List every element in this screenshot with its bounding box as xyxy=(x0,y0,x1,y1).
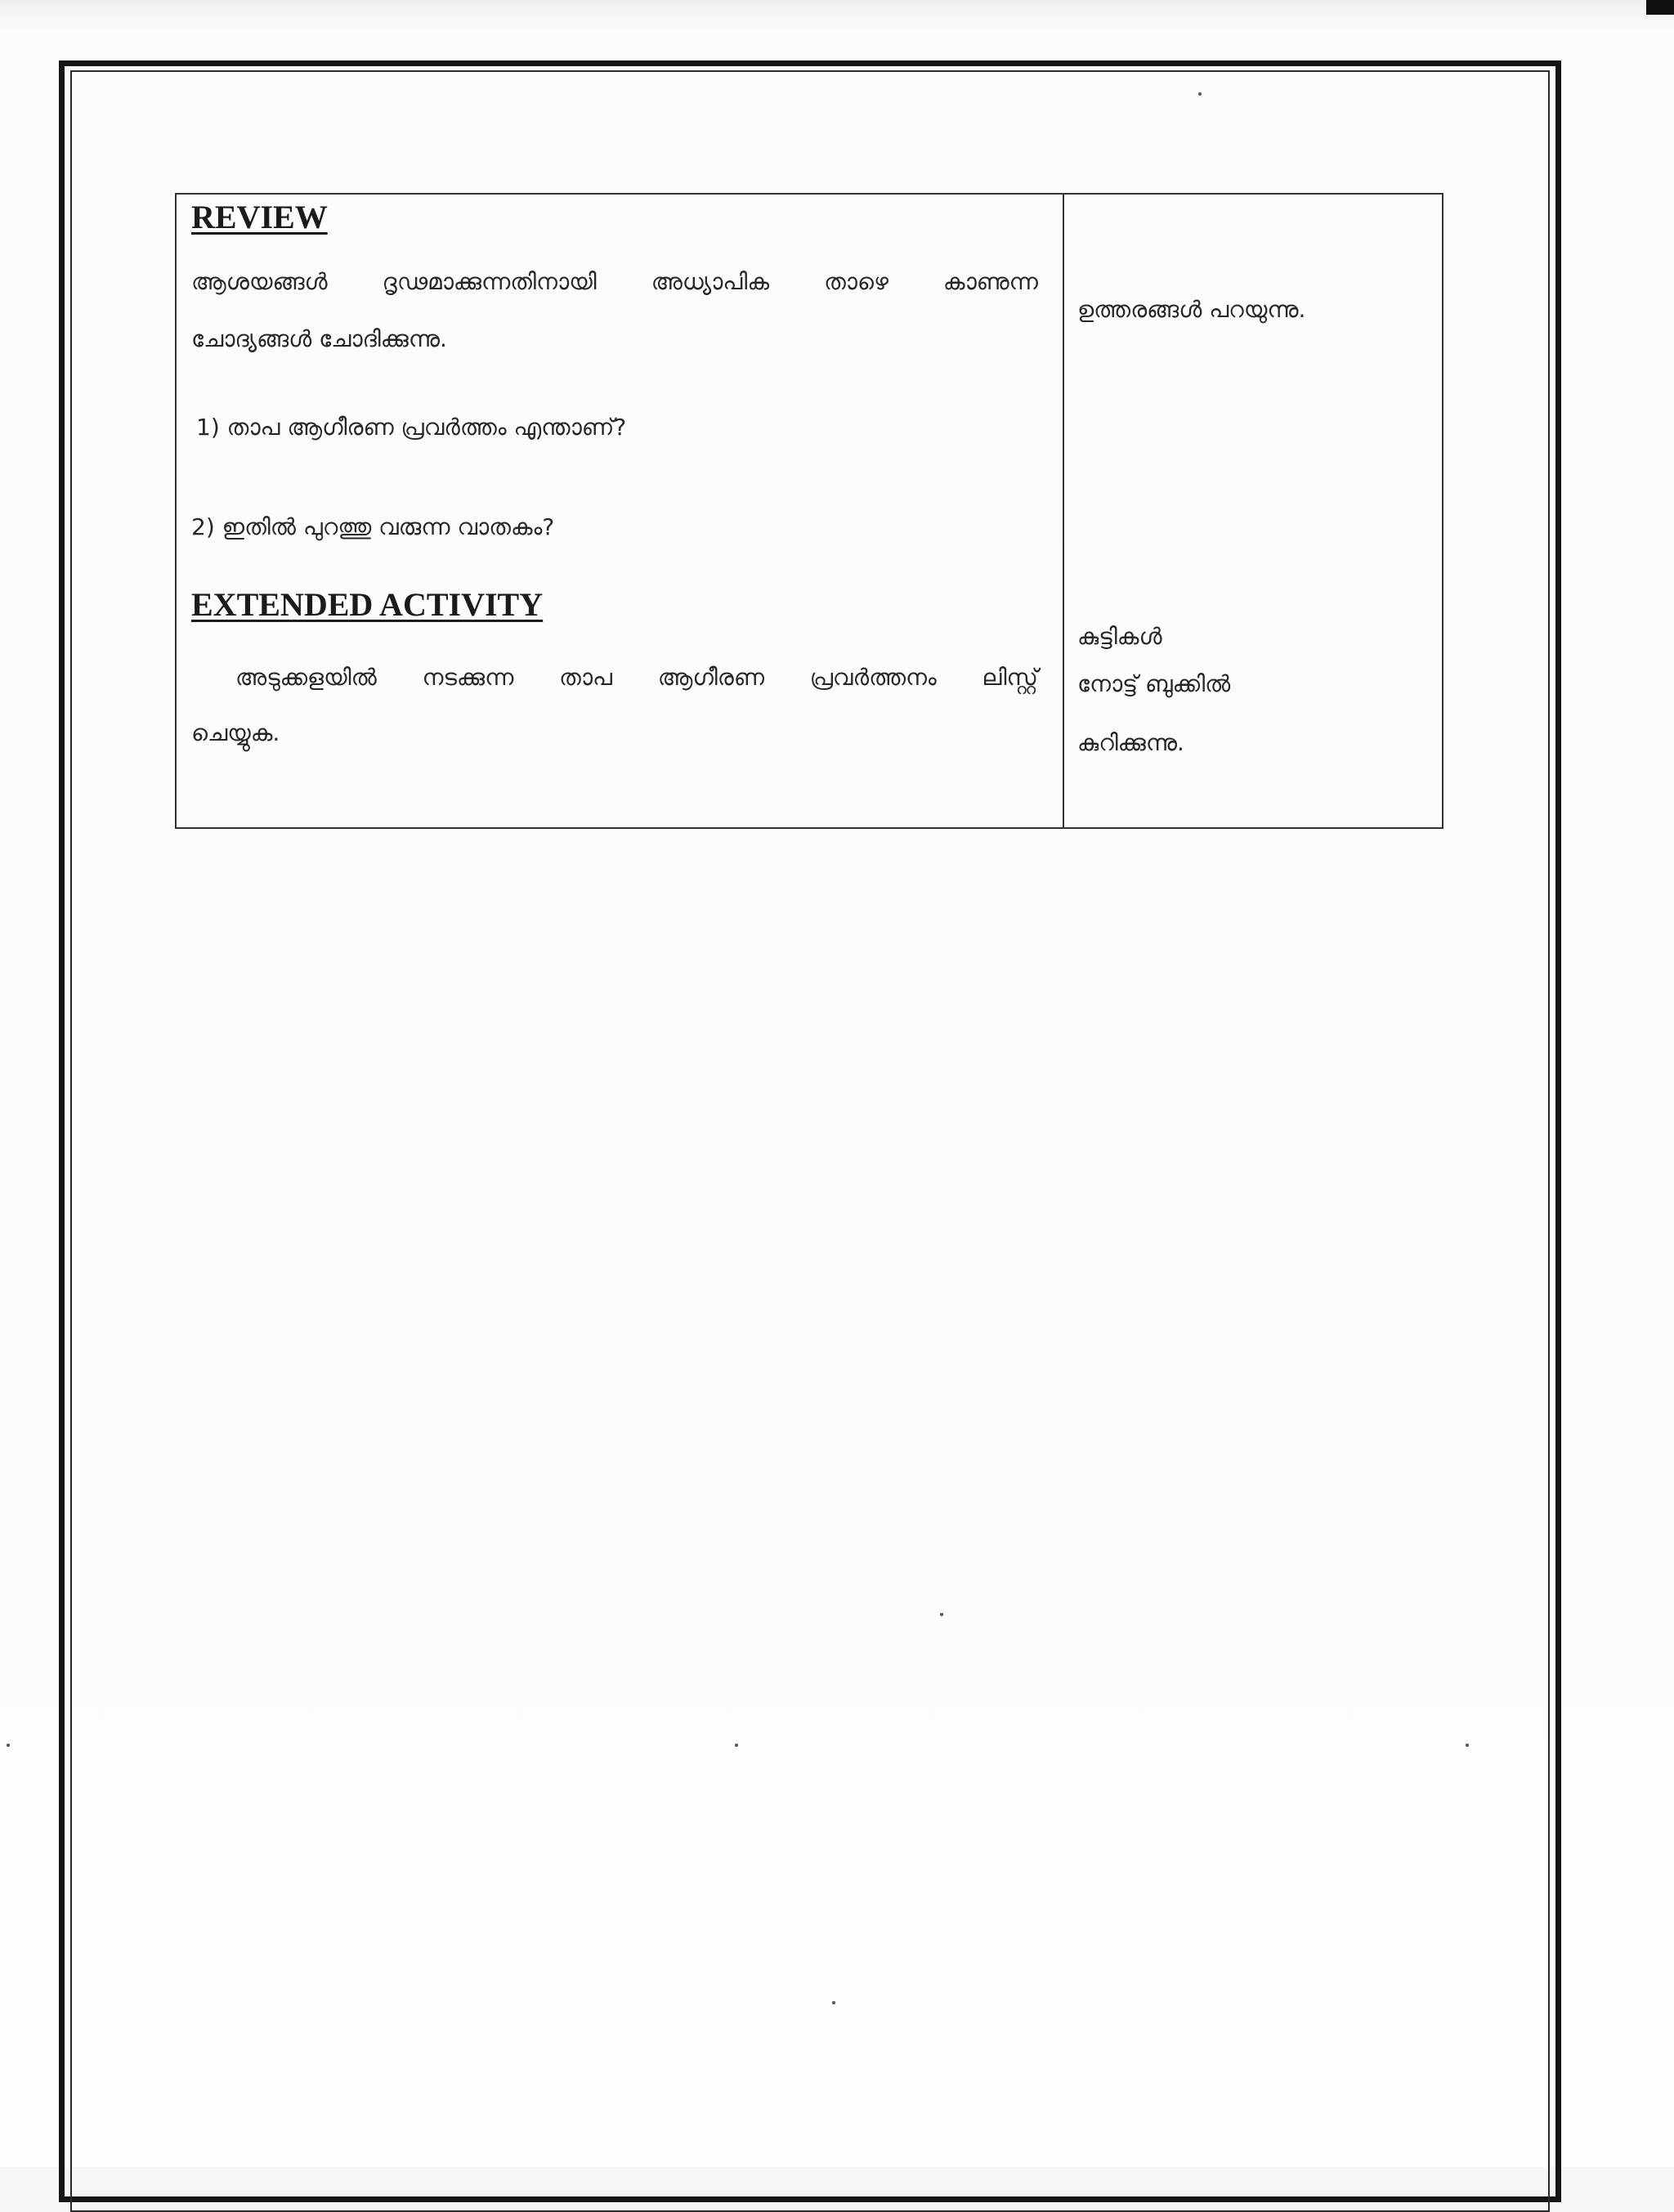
task-word: അടുക്കളയിൽ xyxy=(235,664,377,691)
intro-word: താഴെ xyxy=(824,268,888,295)
intro-word: കാണുന്ന xyxy=(942,268,1038,295)
activity-student-response-line-1: കുട്ടികൾ xyxy=(1077,623,1162,650)
task-word: പ്രവർത്തനം xyxy=(809,664,937,691)
activity-student-response-line-2: നോട്ട് ബുക്കിൽ xyxy=(1077,670,1231,697)
scan-speck xyxy=(832,2001,835,2004)
scan-speck xyxy=(7,1744,10,1747)
scan-speck xyxy=(1466,1744,1469,1747)
scan-speck xyxy=(1198,92,1202,96)
student-response-column xyxy=(1064,195,1442,827)
extended-task-line-2: ചെയ്യുക. xyxy=(191,719,280,746)
review-intro-line-2: ചോദ്യങ്ങൾ ചോദിക്കുന്നു. xyxy=(191,325,447,352)
review-student-response: ഉത്തരങ്ങൾ പറയുന്നു. xyxy=(1077,296,1306,323)
review-heading: REVIEW xyxy=(191,199,328,235)
scan-speck xyxy=(735,1744,738,1747)
lesson-plan-table xyxy=(175,193,1443,829)
intro-word: ആശയങ്ങൾ xyxy=(191,268,328,295)
extended-task-line-1 xyxy=(235,664,1038,692)
extended-activity-heading: EXTENDED ACTIVITY xyxy=(191,586,544,623)
activity-student-response-line-3: കുറിക്കുന്നു. xyxy=(1077,729,1184,756)
intro-word: ദൃഢമാക്കുന്നതിനായി xyxy=(382,268,597,295)
task-word: ലിസ്റ്റ് xyxy=(982,664,1038,691)
task-word: താപ xyxy=(559,664,612,691)
review-intro-line-1 xyxy=(191,268,1038,296)
scan-corner-mark xyxy=(1646,0,1674,15)
teacher-activity-column xyxy=(177,195,1064,827)
review-question-1: 1) താപ ആഗീരണ പ്രവർത്തം എന്താണ്? xyxy=(196,414,627,441)
task-word: ആഗീരണ xyxy=(657,664,764,691)
intro-word: അധ്യാപിക xyxy=(651,268,770,295)
review-question-2: 2) ഇതിൽ പുറത്തു വരുന്ന വാതകം? xyxy=(191,513,555,540)
scan-speck xyxy=(940,1613,943,1616)
task-word: നടക്കുന്ന xyxy=(422,664,514,691)
